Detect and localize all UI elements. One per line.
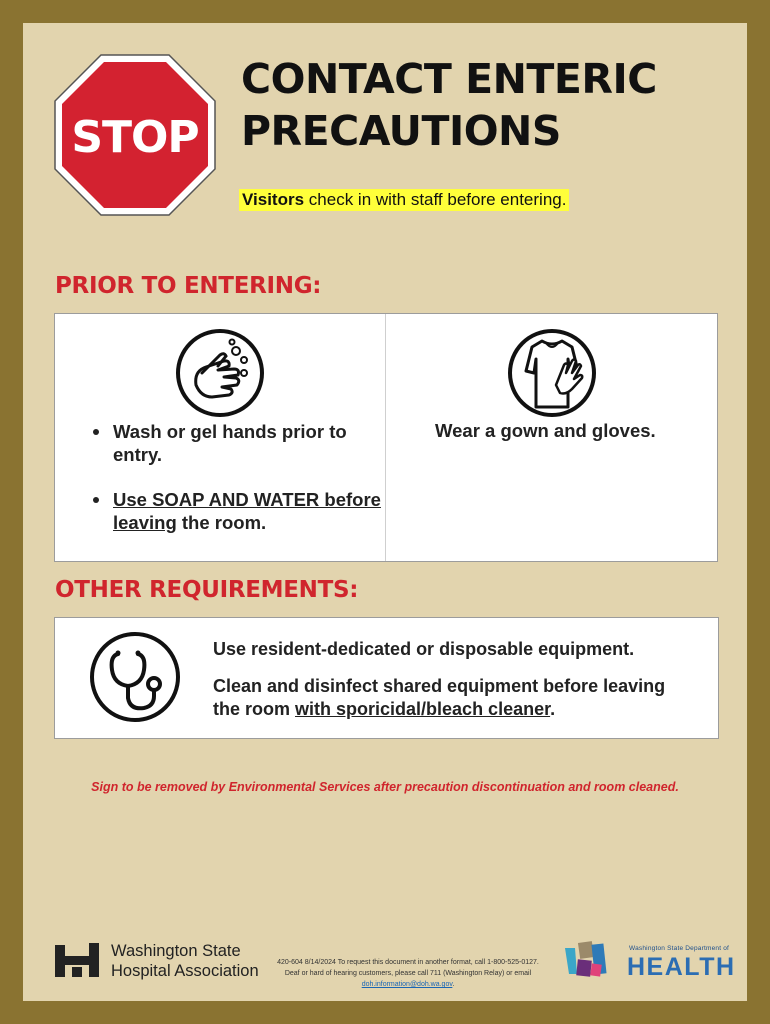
page-title xyxy=(241,53,657,157)
fine-line-2: Deaf or hard of hearing customers, please call 711 (Washington Relay) or email xyxy=(284,970,532,977)
wsha-name xyxy=(111,941,259,981)
visitors-rest: check in with staff before entering. xyxy=(304,190,567,209)
doh-big-text: HEALTH xyxy=(627,953,736,981)
box-divider xyxy=(385,314,386,561)
fine-print xyxy=(263,957,553,990)
list-item: Wash or gel hands prior to entry. xyxy=(113,420,383,466)
prior-box xyxy=(54,313,718,562)
wsha-line-1: Washington State xyxy=(111,942,241,960)
stethoscope-icon xyxy=(88,630,182,724)
handwashing-icon xyxy=(174,327,266,419)
other-box xyxy=(54,617,719,739)
title-line-2: PRECAUTIONS xyxy=(241,107,561,155)
fine-line-1: 420-604 8/14/2024 To request this document in another format, call 1-800-525-0127. xyxy=(277,959,539,966)
wsha-logo-icon xyxy=(53,941,101,981)
email-link[interactable]: doh.information@doh.wa.gov xyxy=(361,981,453,988)
clean-end: . xyxy=(550,699,556,719)
prior-heading: PRIOR TO ENTERING: xyxy=(55,273,322,299)
visitors-notice xyxy=(239,189,569,211)
title-line-1: CONTACT ENTERIC xyxy=(241,55,657,103)
gown-gloves-icon xyxy=(506,327,598,419)
list-item xyxy=(113,488,383,534)
other-heading: OTHER REQUIREMENTS: xyxy=(55,577,359,603)
removal-note: Sign to be removed by Environmental Services after precaution discontinuation and room cleaned. xyxy=(91,780,679,794)
sporicidal-underlined: with sporicidal/bleach cleaner xyxy=(295,699,551,719)
soap-water-underlined: Use SOAP AND WATER before leaving xyxy=(113,489,381,533)
stop-sign-icon xyxy=(53,53,217,217)
visitors-bold: Visitors xyxy=(242,190,305,209)
wsha-line-2: Hospital Association xyxy=(111,962,259,980)
doh-small-text: Washington State Department of xyxy=(629,945,730,952)
gown-gloves-text: Wear a gown and gloves. xyxy=(435,420,656,441)
soap-water-rest: the room. xyxy=(176,512,267,533)
fine-end: . xyxy=(452,981,455,988)
clean-start: Clean and disinfect shared equipment before leaving the room xyxy=(213,676,666,719)
precautions-sign xyxy=(23,23,747,1001)
hand-hygiene-list xyxy=(113,420,383,556)
dedicated-equipment-text: Use resident-dedicated or disposable equipment. xyxy=(213,639,635,659)
stop-text: STOP xyxy=(71,112,199,163)
clean-equipment-text xyxy=(213,675,683,721)
